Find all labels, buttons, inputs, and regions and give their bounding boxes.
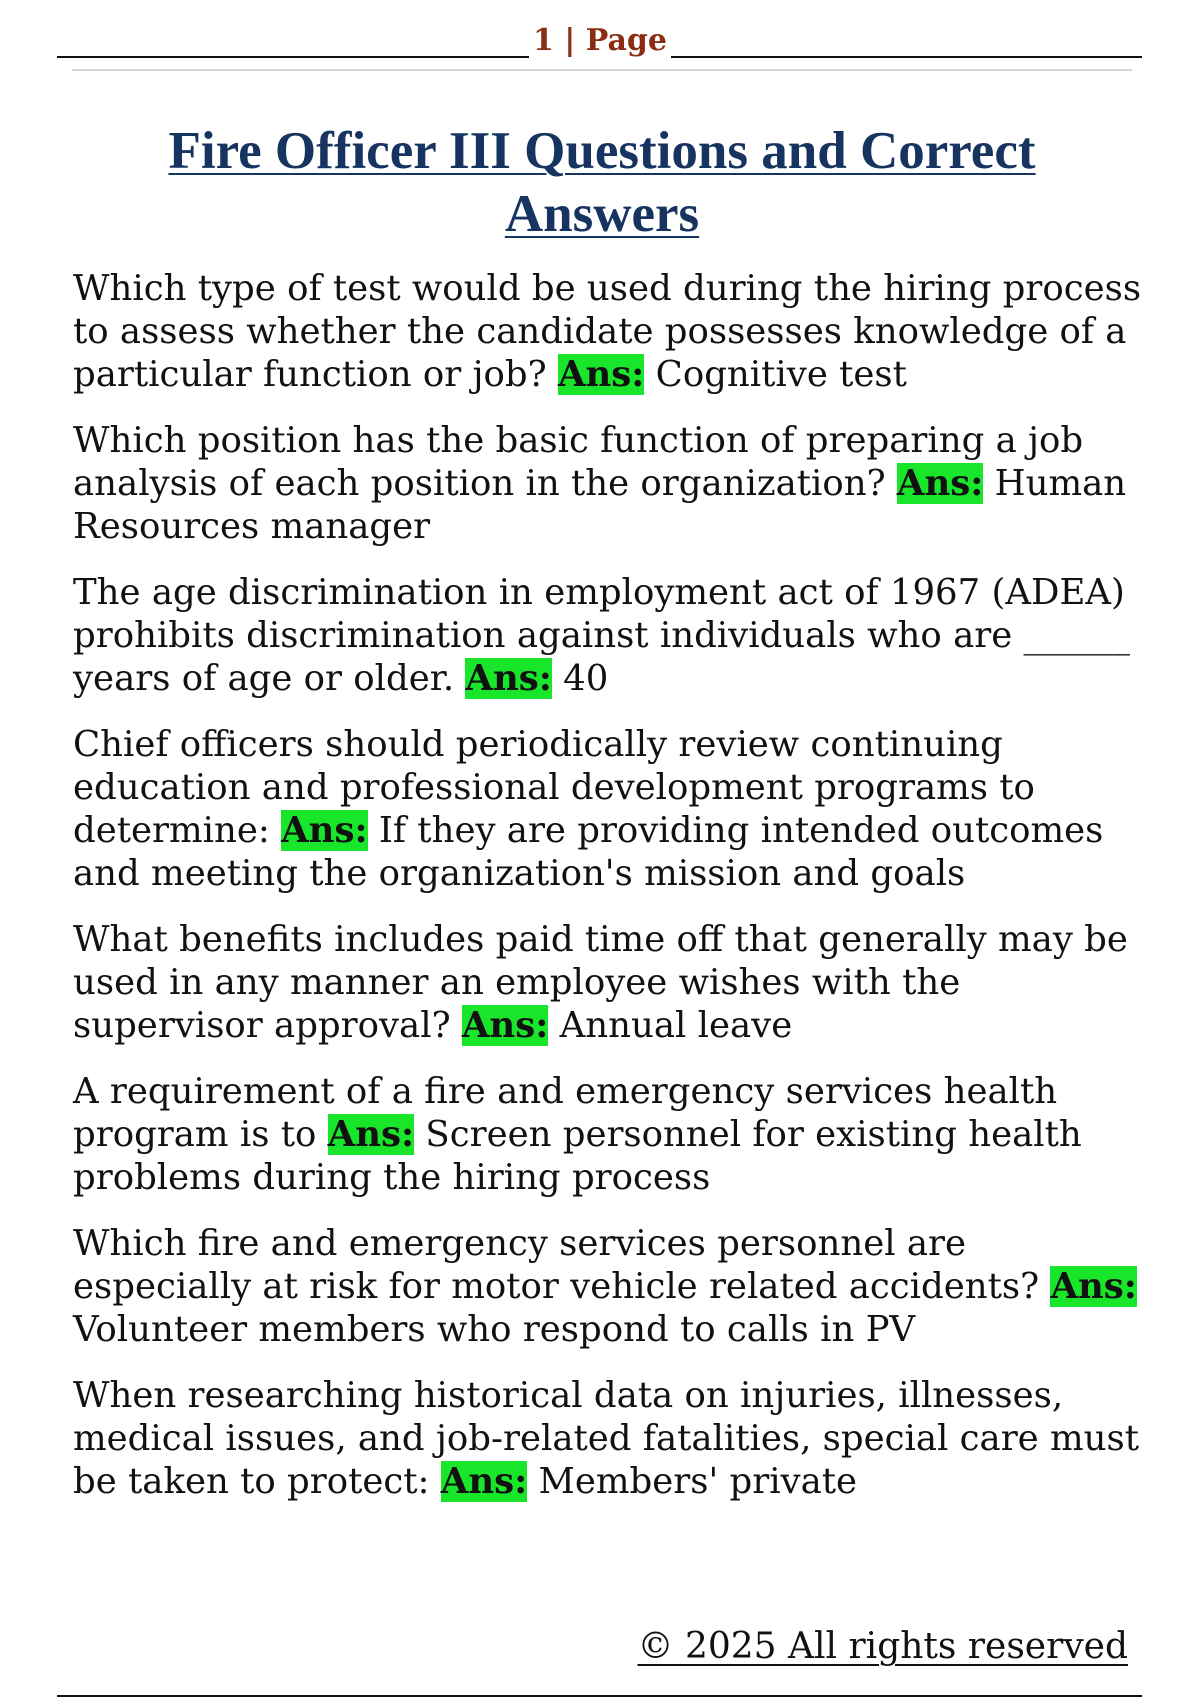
answer-tag: Ans: [1050, 1266, 1137, 1307]
qa-item [73, 1374, 1153, 1503]
question-text: The age discrimination in employment act of 1967 (ADEA) prohibits discrimination against individuals who are ______ years of age or older. [73, 572, 1131, 699]
page-number [0, 23, 1200, 58]
answer-text: Cognitive test [644, 354, 907, 395]
answer-text: Screen personnel for existing health problems during the hiring process [73, 1114, 1082, 1198]
answer-text: Human Resources manager [73, 463, 1127, 547]
question-text: Which type of test would be used during the hiring process to assess whether the candidate possesses knowledge of a particular function or job? [73, 268, 1142, 395]
qa-item [73, 1070, 1153, 1199]
qa-item [73, 723, 1153, 895]
document-title [72, 120, 1132, 246]
answer-tag: Ans: [465, 658, 552, 699]
question-text: Which position has the basic function of preparing a job analysis of each position in the organization? [73, 420, 1084, 504]
question-text: Chief officers should periodically review continuing education and professional development programs to determine: [73, 724, 1035, 851]
question-text: When researching historical data on injuries, illnesses, medical issues, and job-related fatalities, special care must be taken to protect: [73, 1375, 1139, 1502]
qa-list [73, 267, 1153, 1526]
copyright-notice: © 2025 All rights reserved [637, 1626, 1128, 1667]
answer-text: Volunteer members who respond to calls in PV [73, 1309, 916, 1350]
answer-tag: Ans: [440, 1461, 528, 1502]
answer-text: 40 [551, 658, 609, 699]
answer-tag: Ans: [327, 1114, 415, 1155]
answer-tag: Ans: [896, 463, 984, 504]
question-text: What benefits includes paid time off that generally may be used in any manner an employee wishes with the supervisor approval? [73, 919, 1128, 1046]
qa-item [73, 267, 1153, 396]
question-text: A requirement of a fire and emergency services health program is to [73, 1071, 1058, 1155]
question-text: Which fire and emergency services personnel are especially at risk for motor vehicle related accidents? [73, 1223, 1051, 1307]
answer-tag: Ans: [461, 1005, 549, 1046]
qa-item [73, 1222, 1153, 1351]
answer-text: Annual leave [548, 1005, 793, 1046]
header-rule-secondary [72, 69, 1132, 71]
qa-item [73, 918, 1153, 1047]
page-number-label: 1 | Page [529, 23, 671, 58]
answer-text: If they are providing intended outcomes and meeting the organization's mission and goals [73, 810, 1104, 894]
answer-tag: Ans: [557, 354, 645, 395]
document-title-text: Fire Officer III Questions and Correct Answers [168, 122, 1036, 243]
qa-item [73, 419, 1153, 548]
answer-text: Members' private [527, 1461, 858, 1502]
footer-rule [57, 1695, 1142, 1697]
qa-item [73, 571, 1153, 700]
answer-tag: Ans: [281, 810, 368, 851]
